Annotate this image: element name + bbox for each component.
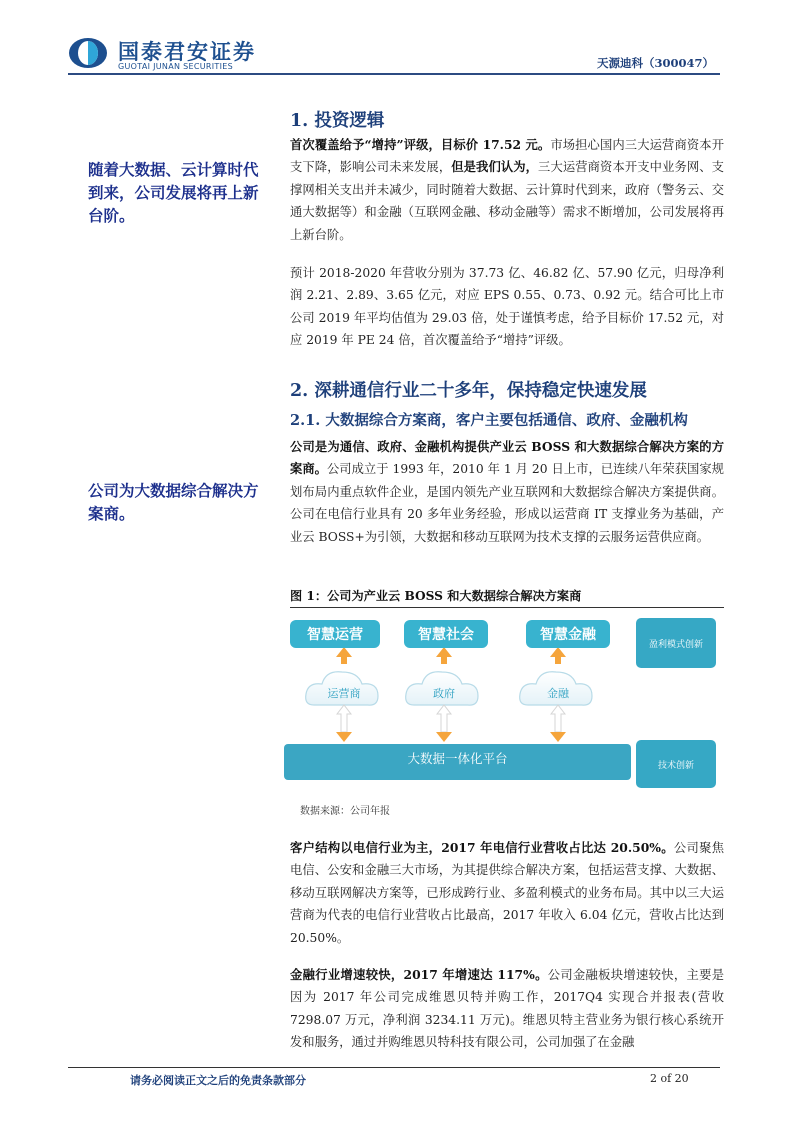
business-model-diagram — [282, 610, 722, 790]
paragraph-finance-growth — [290, 964, 724, 1054]
down-arrows — [336, 732, 566, 742]
finance-text: 公司金融板块增速较快，主要是因为 2017 年公司完成维恩贝特并购工作，2017Q4 实现合并报表(营收 7298.07 万元，净利润 3234.11 万元)。维恩贝特主营业务为银行核心系统开发和服务，通过并购维恩贝特科技有限公司，公司加强了在金融 — [290, 968, 724, 1050]
paragraph-company-profile — [290, 436, 724, 548]
paragraph-forecast: 预计 2018-2020 年营收分别为 37.73 亿、46.82 亿、57.90 亿元，归母净利润 2.21、2.89、3.65 亿元，对应 EPS 0.55、0.73、0.92 元。结合可比上市公司 2019 年平均估值为 29.03 倍，处于谨慎考虑，给予目标价 17.52 元，对应 2019 年 PE 24 倍，首次覆盖给予“增持”评级。 — [290, 266, 724, 348]
footer-disclaimer: 请务必阅读正文之后的免责条款部分 — [130, 1074, 306, 1087]
company-ticker: 天源迪科（300047） — [596, 56, 714, 70]
bigdata-platform-bar: 大数据一体化平台 — [284, 744, 631, 780]
figure-title: 图 1：公司为产业云 BOSS 和大数据综合解决方案商 — [290, 587, 724, 608]
cloud-label-finance: 金融 — [547, 687, 569, 700]
guotai-junan-logo-icon — [68, 37, 108, 69]
box-tech-innovation: 技术创新 — [636, 740, 716, 788]
box-smart-finance: 智慧金融 — [526, 620, 610, 648]
sidebar-note-growth: 随着大数据、云计算时代到来，公司发展将再上新台阶。 — [88, 160, 259, 225]
profile-highlight: 公司是为通信、政府、金融机构提供产业云 BOSS 和大数据综合解决方案的方案商。 — [290, 439, 724, 477]
rating-text-2: 三大运营商资本开支中业务网、支撑网相关支出并未减少，同时随着大数据、云计算时代到来，政府（警务云、交通大数据等）和金融（互联网金融、移动金融等）需求不断增加，公司发展将再上新台阶。 — [290, 160, 724, 242]
page-number: 2 of 20 — [650, 1072, 689, 1085]
up-arrows — [336, 647, 566, 664]
finance-highlight: 金融行业增速较快，2017 年增速达 117%。 — [290, 967, 548, 982]
cloud-stems — [337, 705, 565, 732]
customer-highlight: 客户结构以电信行业为主，2017 年电信行业营收占比达 20.50%。 — [290, 840, 674, 855]
footer-divider — [68, 1067, 720, 1068]
cloud-label-government: 政府 — [433, 687, 455, 700]
rating-text: 市场担心国内三大运营商资本开支下降，影响公司未来发展， — [290, 138, 724, 175]
rating-highlight: 首次覆盖给予“增持”评级，目标价 17.52 元。 — [290, 137, 551, 152]
box-smart-society: 智慧社会 — [404, 620, 488, 648]
section-title-telecom: 2. 深耕通信行业二十多年，保持稳定快速发展 — [290, 381, 647, 401]
cloud-label-operator: 运营商 — [327, 687, 361, 700]
rating-highlight-2: 但是我们认为， — [451, 159, 539, 175]
header-divider — [68, 73, 720, 75]
sidebar-note-solution: 公司为大数据综合解决方案商。 — [88, 481, 259, 523]
profile-text: 公司成立于 1993 年，2010 年 1 月 20 日上市，已连续八年荣获国家规划布局内重点软件企业，是国内领先产业互联网和大数据综合解决方案提供商。公司在电信行业具有 20 多年业务经验，形成以运营商 IT 支撑业务为基础，产业云 BOSS+为引领，大数据和移动互联网为技术支撑的云服务运营供应商。 — [290, 462, 724, 544]
box-profit-model-innovation: 盈利模式创新 — [636, 618, 716, 668]
paragraph-customer-structure — [290, 837, 724, 949]
figure-source: 数据来源：公司年报 — [300, 806, 390, 817]
box-smart-operation: 智慧运营 — [290, 620, 380, 648]
brand-name-en: GUOTAI JUNAN SECURITIES — [118, 62, 233, 71]
section-title-investment-logic: 1. 投资逻辑 — [290, 111, 385, 131]
customer-text: 公司聚焦电信、公安和金融三大市场，为其提供综合解决方案，包括运营支撑、大数据、移动互联网解决方案等，已形成跨行业、多盈利模式的业务布局。其中以三大运营商为代表的电信行业营收占比最高，2017 年收入 6.04 亿元，营收占比达到 20.50%。 — [290, 841, 724, 945]
brand-name: 国泰君安证券 — [118, 40, 256, 64]
paragraph-rating — [290, 134, 724, 246]
subsection-title-bigdata: 2.1. 大数据综合方案商，客户主要包括通信、政府、金融机构 — [290, 412, 688, 429]
